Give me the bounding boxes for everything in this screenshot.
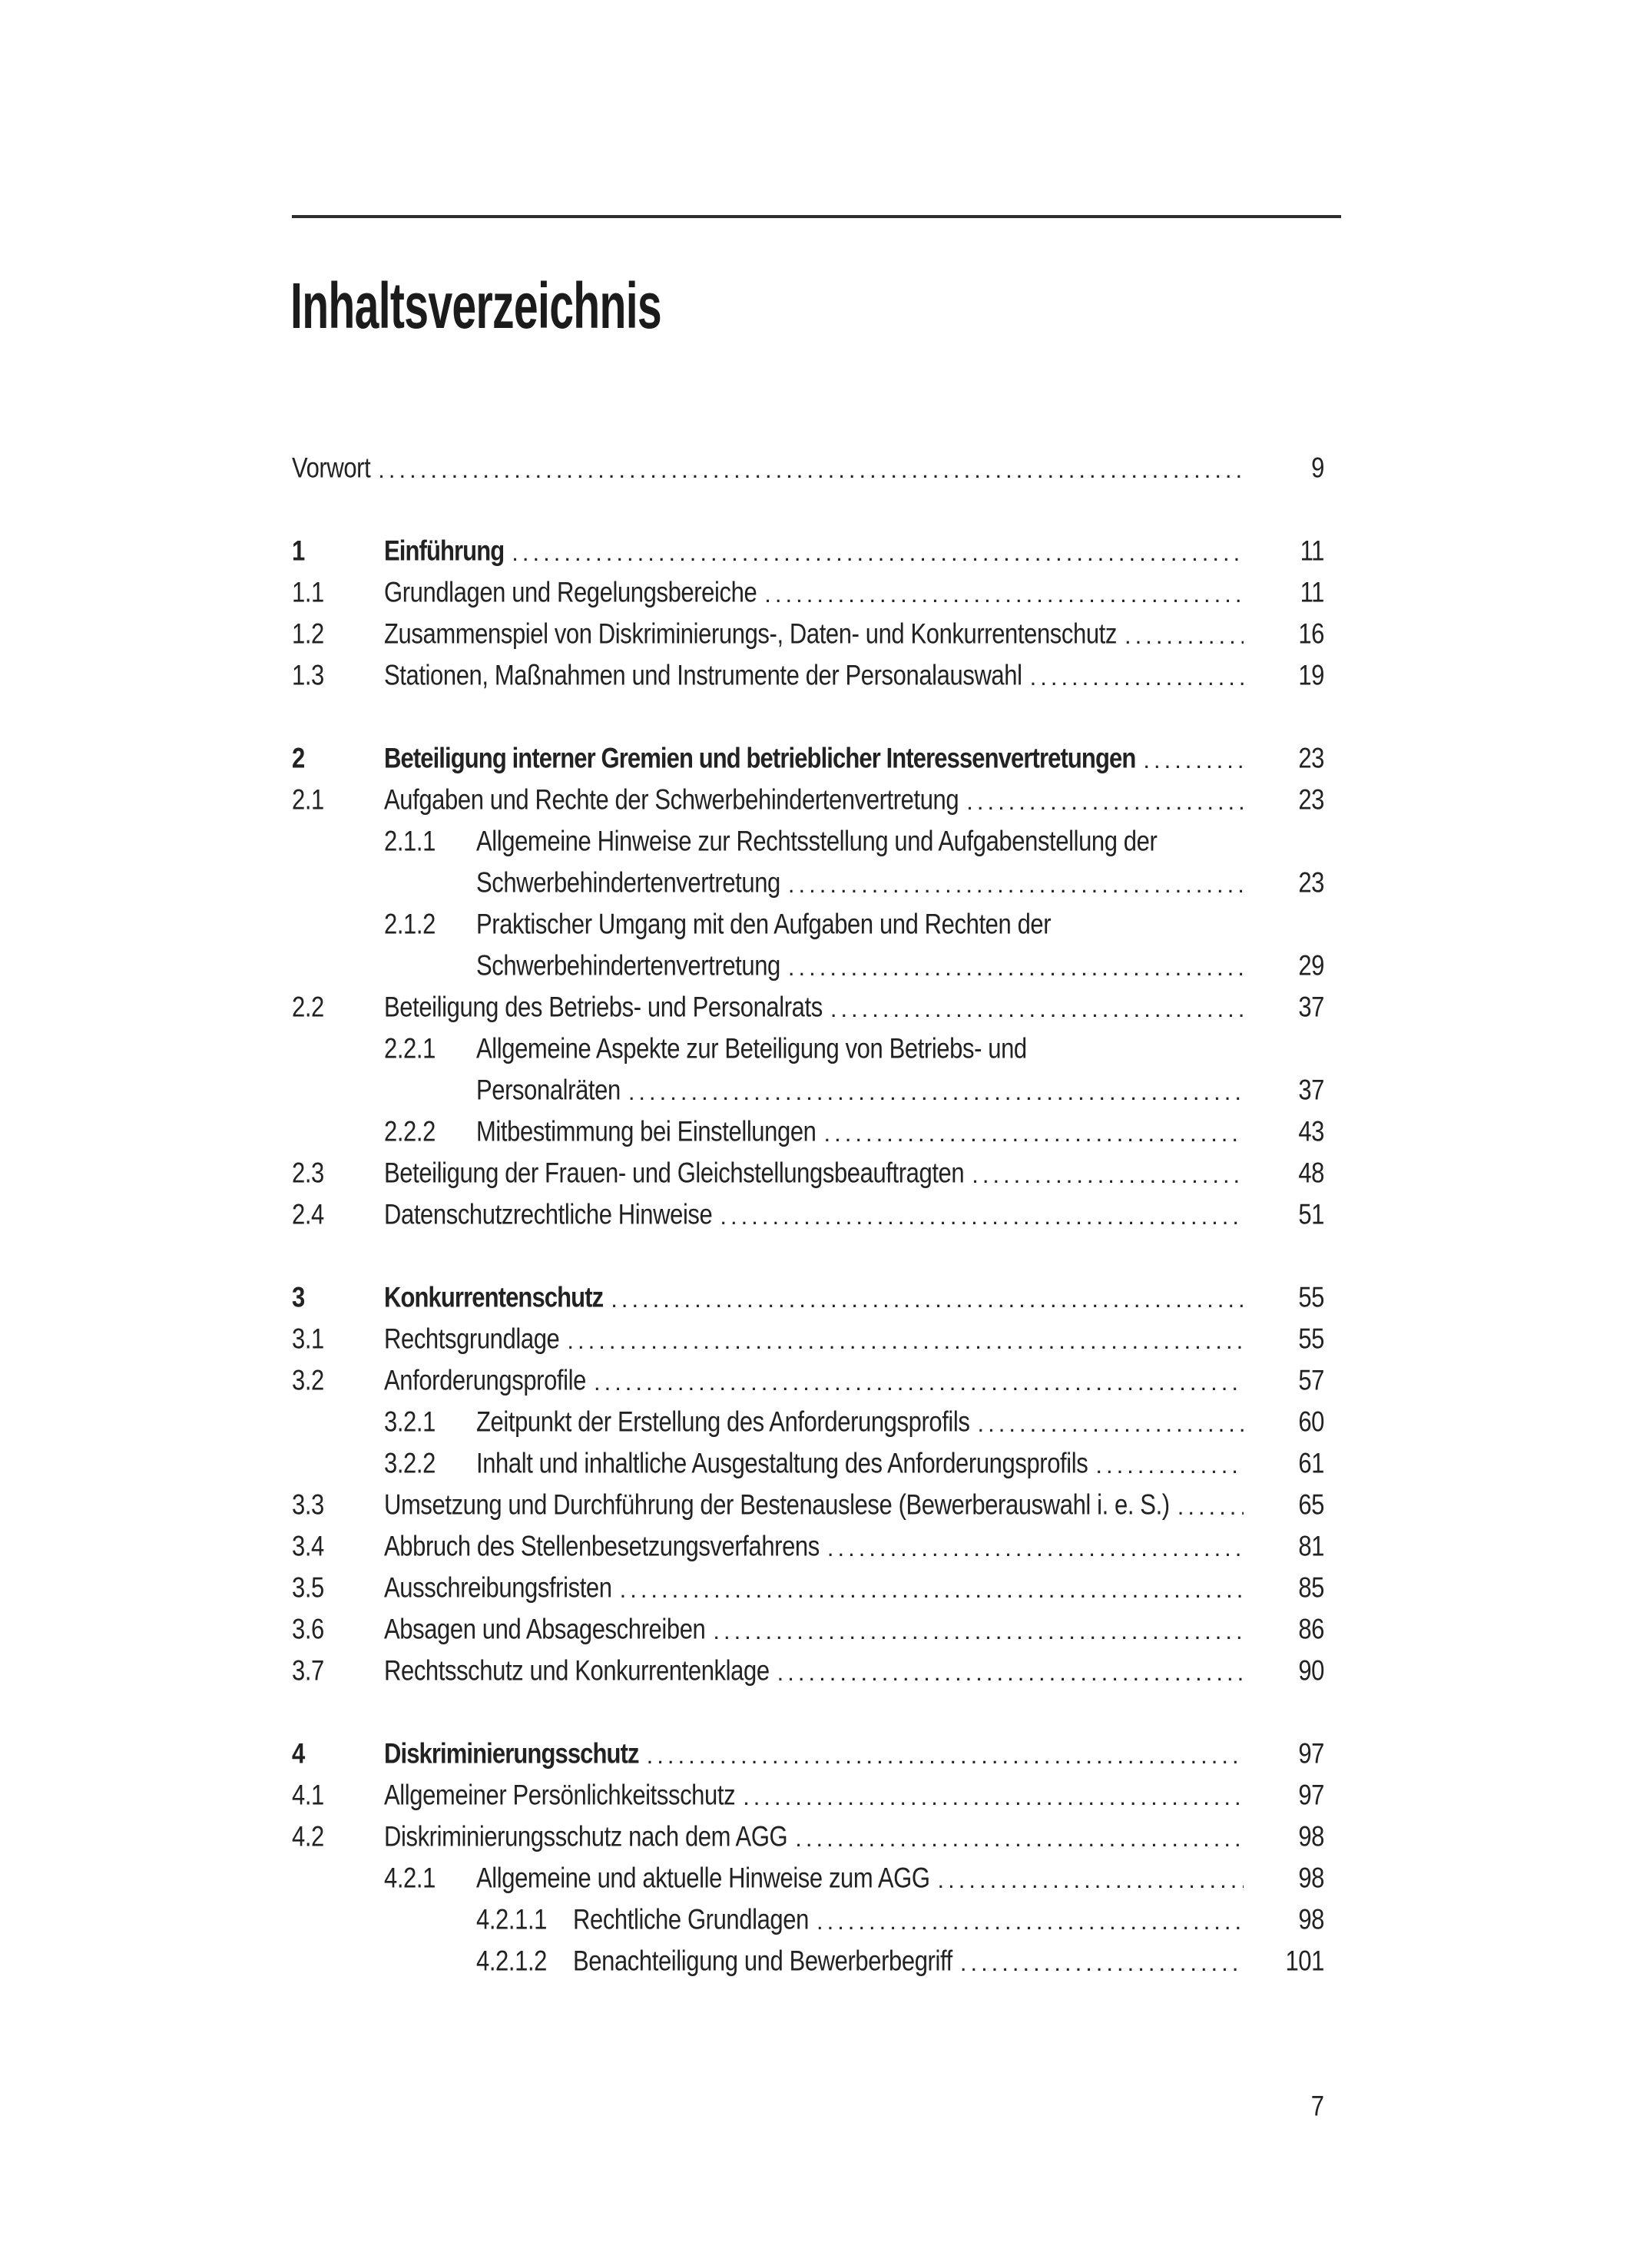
toc-entry-number: 3.2.2 bbox=[384, 1446, 436, 1479]
toc-page-number: 9 bbox=[1311, 451, 1324, 484]
toc-entry-title: Allgemeine Hinweise zur Rechtsstellung und Aufgabenstellung der bbox=[476, 824, 1158, 857]
toc-row bbox=[292, 449, 1324, 491]
toc-entry-title: Vorwort bbox=[292, 451, 371, 484]
dot-leader bbox=[705, 1611, 1244, 1652]
dot-leader bbox=[952, 1942, 1244, 1984]
toc-entry-title: Mitbestimmung bei Einstellungen bbox=[476, 1114, 816, 1147]
header-rule bbox=[292, 215, 1341, 218]
toc-row bbox=[292, 1196, 1324, 1237]
toc-page-number: 11 bbox=[1300, 534, 1324, 567]
dot-leader bbox=[780, 947, 1244, 988]
toc-entry-number: 2.2.2 bbox=[384, 1114, 436, 1147]
toc-entry-number: 4 bbox=[292, 1737, 305, 1770]
toc-page-number: 81 bbox=[1298, 1529, 1324, 1562]
toc-row bbox=[292, 1652, 1324, 1694]
toc-entry-number: 3.4 bbox=[292, 1529, 324, 1562]
toc-row bbox=[292, 823, 1324, 864]
toc-entry-number: 4.1 bbox=[292, 1778, 324, 1811]
dot-leader bbox=[930, 1859, 1244, 1901]
toc-page-number: 11 bbox=[1300, 575, 1324, 608]
toc-entry-number: 3.5 bbox=[292, 1571, 324, 1604]
toc-page-number: 23 bbox=[1298, 783, 1324, 816]
toc-entry-number: 4.2.1 bbox=[384, 1861, 436, 1894]
toc-page-number: 97 bbox=[1298, 1737, 1324, 1770]
toc-entry-title: Einführung bbox=[384, 534, 505, 567]
toc-entry-title: Stationen, Maßnahmen und Instrumente der Personalauswahl bbox=[384, 658, 1022, 691]
toc-entry-title: Grundlagen und Regelungsbereiche bbox=[384, 575, 757, 608]
dot-leader bbox=[1135, 740, 1244, 781]
toc-entry-number: 1.3 bbox=[292, 658, 324, 691]
toc-entry-title: Anforderungsprofile bbox=[384, 1363, 586, 1396]
toc-entry-title: Beteiligung des Betriebs- und Personalrats bbox=[384, 990, 823, 1023]
toc-entry-number: 1.1 bbox=[292, 575, 324, 608]
toc-page-number: 61 bbox=[1298, 1446, 1324, 1479]
toc-page-number: 48 bbox=[1298, 1156, 1324, 1189]
toc-entry-number: 4.2.1.2 bbox=[476, 1944, 548, 1977]
dot-leader bbox=[559, 1320, 1244, 1362]
toc-entry-title: Umsetzung und Durchführung der Bestenauslese (Bewerberauswahl i. e. S.) bbox=[384, 1488, 1170, 1521]
toc-entry-number: 2.4 bbox=[292, 1197, 324, 1230]
dot-leader bbox=[712, 1196, 1244, 1237]
toc-page-number: 23 bbox=[1298, 741, 1324, 774]
toc-entry-title: Personalräten bbox=[476, 1073, 621, 1106]
toc-page-number: 37 bbox=[1298, 990, 1324, 1023]
toc-entry-title: Schwerbehindertenvertretung bbox=[476, 866, 780, 899]
toc-entry-title: Benachteiligung und Bewerberbegriff bbox=[573, 1944, 952, 1977]
toc-row bbox=[292, 657, 1324, 698]
dot-leader bbox=[964, 1154, 1244, 1196]
toc-entry-title: Rechtsschutz und Konkurrentenklage bbox=[384, 1654, 770, 1687]
toc-entry-number: 2.1.1 bbox=[384, 824, 436, 857]
toc-page-number: 60 bbox=[1298, 1405, 1324, 1438]
dot-leader bbox=[735, 1776, 1244, 1818]
toc-entry-number: 2 bbox=[292, 741, 305, 774]
toc-entry-number: 2.1.2 bbox=[384, 907, 436, 940]
toc-entry-number: 2.2 bbox=[292, 990, 324, 1023]
toc-page-number: 19 bbox=[1298, 658, 1324, 691]
toc-entry-number: 3.3 bbox=[292, 1488, 324, 1521]
toc-entry-title: Allgemeine Aspekte zur Beteiligung von Betriebs- und bbox=[476, 1031, 1027, 1064]
toc-entry-title: Allgemeiner Persönlichkeitsschutz bbox=[384, 1778, 736, 1811]
toc-entry-number: 3.1 bbox=[292, 1322, 324, 1355]
toc-entry-title: Zeitpunkt der Erstellung des Anforderungsprofils bbox=[476, 1405, 970, 1438]
toc-entry-title: Beteiligung der Frauen- und Gleichstellungsbeauftragten bbox=[384, 1156, 965, 1189]
toc-page-number: 55 bbox=[1298, 1322, 1324, 1355]
toc-page-number: 29 bbox=[1298, 949, 1324, 982]
toc-row bbox=[292, 1030, 1324, 1071]
toc-page-number: 55 bbox=[1298, 1280, 1324, 1313]
toc-page-number: 90 bbox=[1298, 1654, 1324, 1687]
toc-entry-number: 3.2.1 bbox=[384, 1405, 436, 1438]
toc-entry-title: Allgemeine und aktuelle Hinweise zum AGG bbox=[476, 1861, 930, 1894]
dot-leader bbox=[1022, 657, 1244, 698]
toc-entry-number: 2.1 bbox=[292, 783, 324, 816]
toc-page-number: 23 bbox=[1298, 866, 1324, 899]
toc bbox=[292, 449, 1324, 1984]
toc-page-number: 16 bbox=[1298, 617, 1324, 650]
toc-page-number: 65 bbox=[1298, 1488, 1324, 1521]
toc-entry-title: Aufgaben und Rechte der Schwerbehindertenvertretung bbox=[384, 783, 959, 816]
toc-entry-title: Abbruch des Stellenbesetzungsverfahrens bbox=[384, 1529, 820, 1562]
toc-entry-number: 4.2.1.1 bbox=[476, 1902, 548, 1935]
toc-entry-number: 3.6 bbox=[292, 1612, 324, 1645]
toc-entry-number: 3 bbox=[292, 1280, 305, 1313]
dot-leader bbox=[370, 449, 1244, 491]
dot-leader bbox=[770, 1652, 1244, 1694]
toc-page-number: 101 bbox=[1285, 1944, 1324, 1977]
toc-entry-title: Beteiligung interner Gremien und betrieblicher Interessenvertretungen bbox=[384, 741, 1136, 774]
toc-entry-title: Diskriminierungsschutz nach dem AGG bbox=[384, 1819, 788, 1852]
dot-leader bbox=[820, 1528, 1244, 1569]
toc-entry-title: Konkurrentenschutz bbox=[384, 1280, 604, 1313]
toc-entry-number: 1.2 bbox=[292, 617, 324, 650]
footer-page-number: 7 bbox=[1310, 2089, 1324, 2122]
toc-entry-title: Rechtsgrundlage bbox=[384, 1322, 560, 1355]
toc-entry-title: Datenschutzrechtliche Hinweise bbox=[384, 1197, 713, 1230]
toc-entry-number: 3.7 bbox=[292, 1654, 324, 1687]
toc-page-number: 37 bbox=[1298, 1073, 1324, 1106]
dot-leader bbox=[603, 1279, 1244, 1320]
toc-page-number: 85 bbox=[1298, 1571, 1324, 1604]
toc-entry-number: 2.3 bbox=[292, 1156, 324, 1189]
toc-page-number: 98 bbox=[1298, 1819, 1324, 1852]
toc-row bbox=[292, 1942, 1324, 1984]
dot-leader bbox=[1170, 1486, 1244, 1528]
toc-entry-number: 1 bbox=[292, 534, 305, 567]
toc-entry-title: Inhalt und inhaltliche Ausgestaltung des Anforderungsprofils bbox=[476, 1446, 1088, 1479]
toc-entry-number: 2.2.1 bbox=[384, 1031, 436, 1064]
dot-leader bbox=[612, 1569, 1244, 1611]
toc-page-number: 43 bbox=[1298, 1114, 1324, 1147]
toc-row bbox=[292, 906, 1324, 947]
toc-entry-title: Praktischer Umgang mit den Aufgaben und Rechten der bbox=[476, 907, 1052, 940]
toc-entry-title: Zusammenspiel von Diskriminierungs-, Daten- und Konkurrentenschutz bbox=[384, 617, 1117, 650]
toc-entry-title: Absagen und Absageschreiben bbox=[384, 1612, 706, 1645]
toc-entry-title: Diskriminierungsschutz bbox=[384, 1737, 639, 1770]
toc-page-number: 98 bbox=[1298, 1861, 1324, 1894]
toc-page-number: 86 bbox=[1298, 1612, 1324, 1645]
toc-entry-number: 4.2 bbox=[292, 1819, 324, 1852]
toc-entry-number: 3.2 bbox=[292, 1363, 324, 1396]
page-title: Inhaltsverzeichnis bbox=[290, 270, 661, 342]
toc-entry-title: Ausschreibungsfristen bbox=[384, 1571, 612, 1604]
toc-page-number: 97 bbox=[1298, 1778, 1324, 1811]
toc-entry-title: Schwerbehindertenvertretung bbox=[476, 949, 780, 982]
toc-page-number: 98 bbox=[1298, 1902, 1324, 1935]
toc-page-number: 57 bbox=[1298, 1363, 1324, 1396]
toc-entry-title: Rechtliche Grundlagen bbox=[573, 1902, 809, 1935]
toc-page-number: 51 bbox=[1298, 1197, 1324, 1230]
dot-leader bbox=[1117, 615, 1244, 657]
